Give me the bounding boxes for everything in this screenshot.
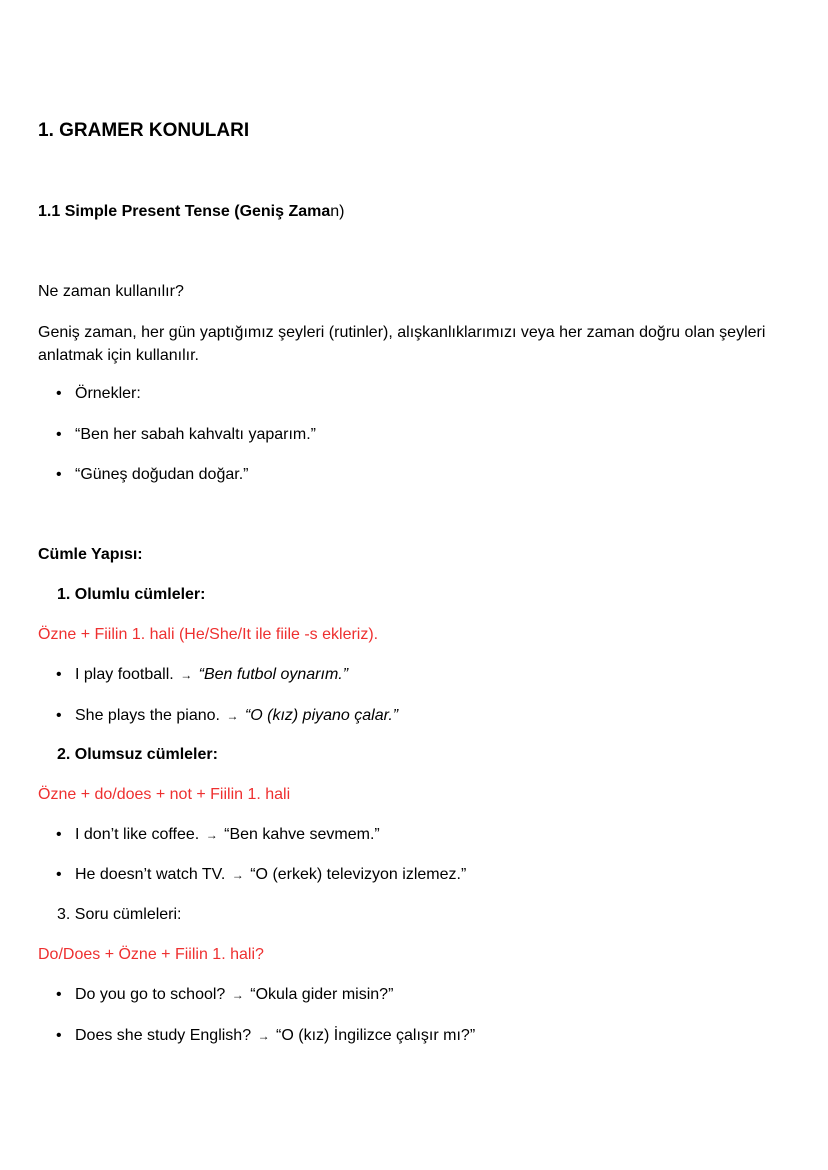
bullet-icon: • (56, 1027, 62, 1044)
example-tr: “Ben kahve sevmem.” (224, 826, 380, 843)
list-item-text: “Ben her sabah kahvaltı yaparım.” (75, 426, 317, 443)
arrow-icon: → (205, 828, 218, 842)
bullet-icon: • (56, 426, 62, 443)
example-tr: “O (erkek) televizyon izlemez.” (250, 866, 467, 883)
list-item (56, 424, 316, 446)
list-item-text: “Güneş doğudan doğar.” (75, 466, 249, 483)
list-item (56, 1025, 475, 1047)
list-item (56, 984, 393, 1006)
arrow-icon: → (257, 1029, 270, 1043)
structure-title: Cümle Yapısı: (38, 546, 143, 563)
bullet-icon: • (56, 385, 62, 402)
bullet-icon: • (56, 866, 62, 883)
list-item (56, 664, 348, 686)
bullet-icon: • (56, 466, 62, 483)
positive-label: 1. Olumlu cümleler: (57, 586, 206, 603)
negative-label: 2. Olumsuz cümleler: (57, 746, 218, 763)
example-en: Do you go to school? (75, 986, 226, 1003)
question-label: 3. Soru cümleleri: (57, 906, 182, 923)
subheading-bold: 1.1 Simple Present Tense (Geniş Zama (38, 203, 331, 220)
example-en: He doesn’t watch TV. (75, 866, 226, 883)
positive-formula: Özne + Fiilin 1. hali (He/She/It ile fiile -s ekleriz). (38, 626, 379, 643)
page-title: 1. GRAMER KONULARI (38, 120, 250, 141)
arrow-icon: → (226, 709, 239, 723)
bullet-icon: • (56, 666, 62, 683)
list-item (56, 464, 248, 486)
subheading-normal: n) (330, 203, 345, 220)
bullet-icon: • (56, 707, 62, 724)
example-tr: “Okula gider misin?” (250, 986, 394, 1003)
list-item (56, 864, 466, 886)
list-item (56, 383, 141, 405)
example-en: She plays the piano. (75, 707, 220, 724)
arrow-icon: → (231, 988, 244, 1002)
bullet-icon: • (56, 826, 62, 843)
arrow-icon: → (231, 868, 244, 882)
section-subheading (38, 201, 345, 223)
question-formula: Do/Does + Özne + Fiilin 1. hali? (38, 946, 264, 963)
example-en: I don’t like coffee. (75, 826, 200, 843)
example-en: I play football. (75, 666, 174, 683)
example-en: Does she study English? (75, 1027, 252, 1044)
example-tr: “O (kız) piyano çalar.” (244, 707, 399, 724)
arrow-icon: → (180, 668, 193, 682)
example-tr: “Ben futbol oynarım.” (198, 666, 349, 683)
negative-formula: Özne + do/does + not + Fiilin 1. hali (38, 786, 291, 803)
list-item-text: Örnekler: (75, 385, 141, 402)
example-tr: “O (kız) İngilizce çalışır mı?” (276, 1027, 476, 1044)
usage-question: Ne zaman kullanılır? (38, 283, 184, 300)
list-item (56, 705, 398, 727)
usage-paragraph: Geniş zaman, her gün yaptığımız şeyleri (rutinler), alışkanlıklarımızı veya her zaman doğru olan şeyleri anlatmak için kullanılır. (38, 324, 766, 364)
bullet-icon: • (56, 986, 62, 1003)
list-item (56, 824, 380, 846)
